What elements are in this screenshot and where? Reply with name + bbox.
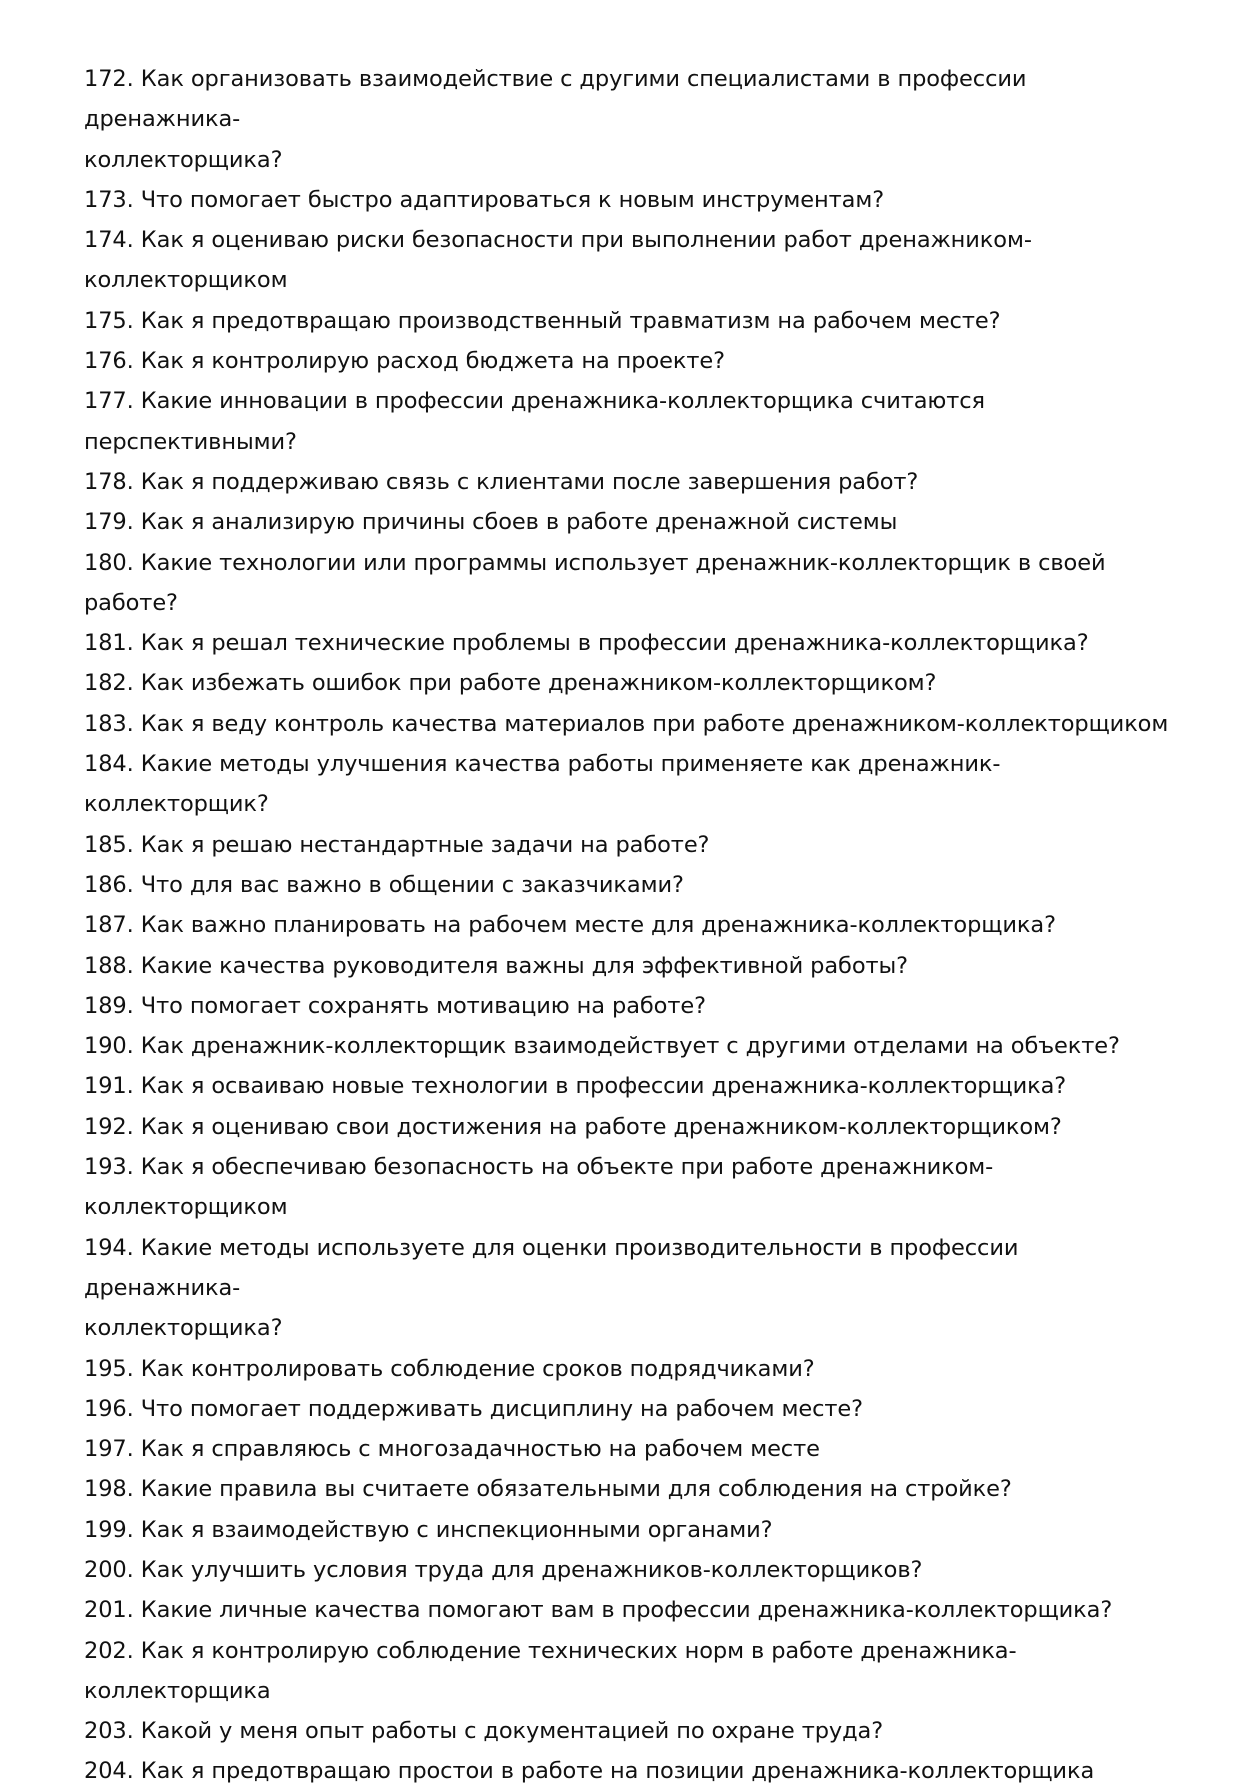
question-number: 189. (84, 992, 134, 1019)
question-item (84, 1631, 1174, 1712)
question-text: Что помогает поддерживать дисциплину на рабочем месте? (140, 1395, 864, 1422)
question-number: 202. (84, 1637, 134, 1664)
question-text: Как я поддерживаю связь с клиентами после завершения работ? (140, 468, 919, 495)
question-number: 184. (84, 751, 134, 778)
question-item (84, 986, 1174, 1026)
question-item (84, 1469, 1174, 1509)
question-item (84, 1389, 1174, 1429)
question-item (84, 543, 1174, 624)
question-number: 192. (84, 1113, 134, 1140)
question-number: 179. (84, 509, 134, 536)
question-item (84, 502, 1174, 542)
question-text-continuation: коллекторщика (84, 1677, 271, 1704)
question-number: 199. (84, 1516, 134, 1543)
question-text: Как я предотвращаю производственный травматизм на рабочем месте? (140, 307, 1001, 334)
question-text: Что помогает сохранять мотивацию на работе? (140, 992, 706, 1019)
question-item (84, 1429, 1174, 1469)
question-number: 175. (84, 307, 134, 334)
question-text: Как я решал технические проблемы в профессии дренажника-коллекторщика? (140, 630, 1089, 657)
question-text: Как дренажник-коллекторщик взаимодействует с другими отделами на объекте? (140, 1033, 1120, 1060)
question-text-continuation: коллекторщика? (84, 1315, 283, 1342)
question-item (84, 623, 1174, 663)
question-text: Как контролировать соблюдение сроков подрядчиками? (140, 1355, 815, 1382)
question-item (84, 381, 1174, 462)
question-item (84, 744, 1174, 825)
question-number: 181. (84, 630, 134, 657)
question-item (84, 704, 1174, 744)
question-number: 191. (84, 1073, 134, 1100)
question-item (84, 59, 1174, 180)
question-item (84, 663, 1174, 703)
question-number: 197. (84, 1436, 134, 1463)
question-text: Какие методы используете для оценки производительности в профессии дренажника- (84, 1234, 1019, 1301)
question-text: Что помогает быстро адаптироваться к новым инструментам? (140, 186, 885, 213)
question-item (84, 1550, 1174, 1590)
question-item (84, 1349, 1174, 1389)
question-item (84, 1026, 1174, 1066)
question-text: Какие инновации в профессии дренажника-коллекторщика считаются (140, 388, 985, 415)
question-text: Как я взаимодействую с инспекционными органами? (140, 1516, 773, 1543)
question-text-continuation: работе? (84, 589, 178, 616)
question-text: Как я оцениваю риски безопасности при выполнении работ дренажником- (140, 227, 1032, 254)
question-text-continuation: коллекторщиком (84, 267, 288, 294)
question-number: 172. (84, 66, 134, 92)
question-item (84, 1510, 1174, 1550)
question-number: 177. (84, 388, 134, 415)
question-text: Как улучшить условия труда для дренажников-коллекторщиков? (140, 1556, 923, 1583)
question-number: 178. (84, 468, 134, 495)
question-text-continuation: перспективными? (84, 428, 297, 455)
question-item (84, 1590, 1174, 1630)
question-text: Как я справляюсь с многозадачностью на рабочем месте (140, 1436, 820, 1463)
question-text-continuation: коллекторщиком (84, 1194, 288, 1221)
question-list (84, 59, 1174, 1792)
question-item (84, 220, 1174, 301)
question-number: 188. (84, 952, 134, 979)
question-number: 174. (84, 227, 134, 254)
question-text: Что для вас важно в общении с заказчиками? (140, 871, 684, 898)
question-number: 196. (84, 1395, 134, 1422)
question-text: Какие правила вы считаете обязательными для соблюдения на стройке? (140, 1476, 1012, 1503)
question-item (84, 1711, 1174, 1751)
question-number: 173. (84, 186, 134, 213)
question-number: 186. (84, 871, 134, 898)
question-text: Как организовать взаимодействие с другими специалистами в профессии дренажника- (84, 66, 1027, 133)
question-text: Как я контролирую соблюдение технических норм в работе дренажника- (140, 1637, 1017, 1664)
question-number: 203. (84, 1718, 134, 1745)
question-number: 200. (84, 1556, 134, 1583)
question-item (84, 946, 1174, 986)
question-number: 182. (84, 670, 134, 697)
question-text: Как я решаю нестандартные задачи на работе? (140, 831, 710, 858)
question-item (84, 180, 1174, 220)
question-number: 180. (84, 549, 134, 576)
question-text: Как я оцениваю свои достижения на работе дренажником-коллекторщиком? (140, 1113, 1062, 1140)
question-text: Какие личные качества помогают вам в профессии дренажника-коллекторщика? (140, 1597, 1113, 1624)
question-item (84, 865, 1174, 905)
question-text: Как я осваиваю новые технологии в профессии дренажника-коллекторщика? (140, 1073, 1067, 1100)
question-number: 193. (84, 1154, 134, 1181)
question-text: Как я веду контроль качества материалов при работе дренажником-коллекторщиком (140, 710, 1169, 737)
question-number: 194. (84, 1234, 134, 1261)
question-text: Как я обеспечиваю безопасность на объекте при работе дренажником- (140, 1154, 994, 1181)
question-text-continuation: коллекторщика? (84, 146, 283, 173)
question-item (84, 341, 1174, 381)
question-number: 185. (84, 831, 134, 858)
question-item (84, 1066, 1174, 1106)
question-text: Как я предотвращаю простои в работе на позиции дренажника-коллекторщика (140, 1758, 1095, 1785)
question-number: 201. (84, 1597, 134, 1624)
question-text: Какие качества руководителя важны для эффективной работы? (140, 952, 908, 979)
question-text: Как я контролирую расход бюджета на проекте? (140, 348, 725, 375)
question-number: 195. (84, 1355, 134, 1382)
question-number: 183. (84, 710, 134, 737)
question-item (84, 462, 1174, 502)
question-item (84, 1107, 1174, 1147)
question-number: 187. (84, 912, 134, 939)
question-item (84, 1228, 1174, 1349)
question-item (84, 905, 1174, 945)
question-number: 176. (84, 348, 134, 375)
question-text: Какой у меня опыт работы с документацией по охране труда? (140, 1718, 884, 1745)
question-text: Какие технологии или программы использует дренажник-коллекторщик в своей (140, 549, 1106, 576)
question-number: 198. (84, 1476, 134, 1503)
question-number: 204. (84, 1758, 134, 1785)
question-text: Как избежать ошибок при работе дренажником-коллекторщиком? (140, 670, 937, 697)
question-item (84, 825, 1174, 865)
question-item (84, 1147, 1174, 1228)
question-text: Как я анализирую причины сбоев в работе дренажной системы (140, 509, 898, 536)
question-text: Какие методы улучшения качества работы применяете как дренажник-коллекторщик? (84, 751, 1001, 818)
question-number: 190. (84, 1033, 134, 1060)
question-item (84, 301, 1174, 341)
question-text: Как важно планировать на рабочем месте для дренажника-коллекторщика? (140, 912, 1056, 939)
question-item (84, 1751, 1174, 1791)
